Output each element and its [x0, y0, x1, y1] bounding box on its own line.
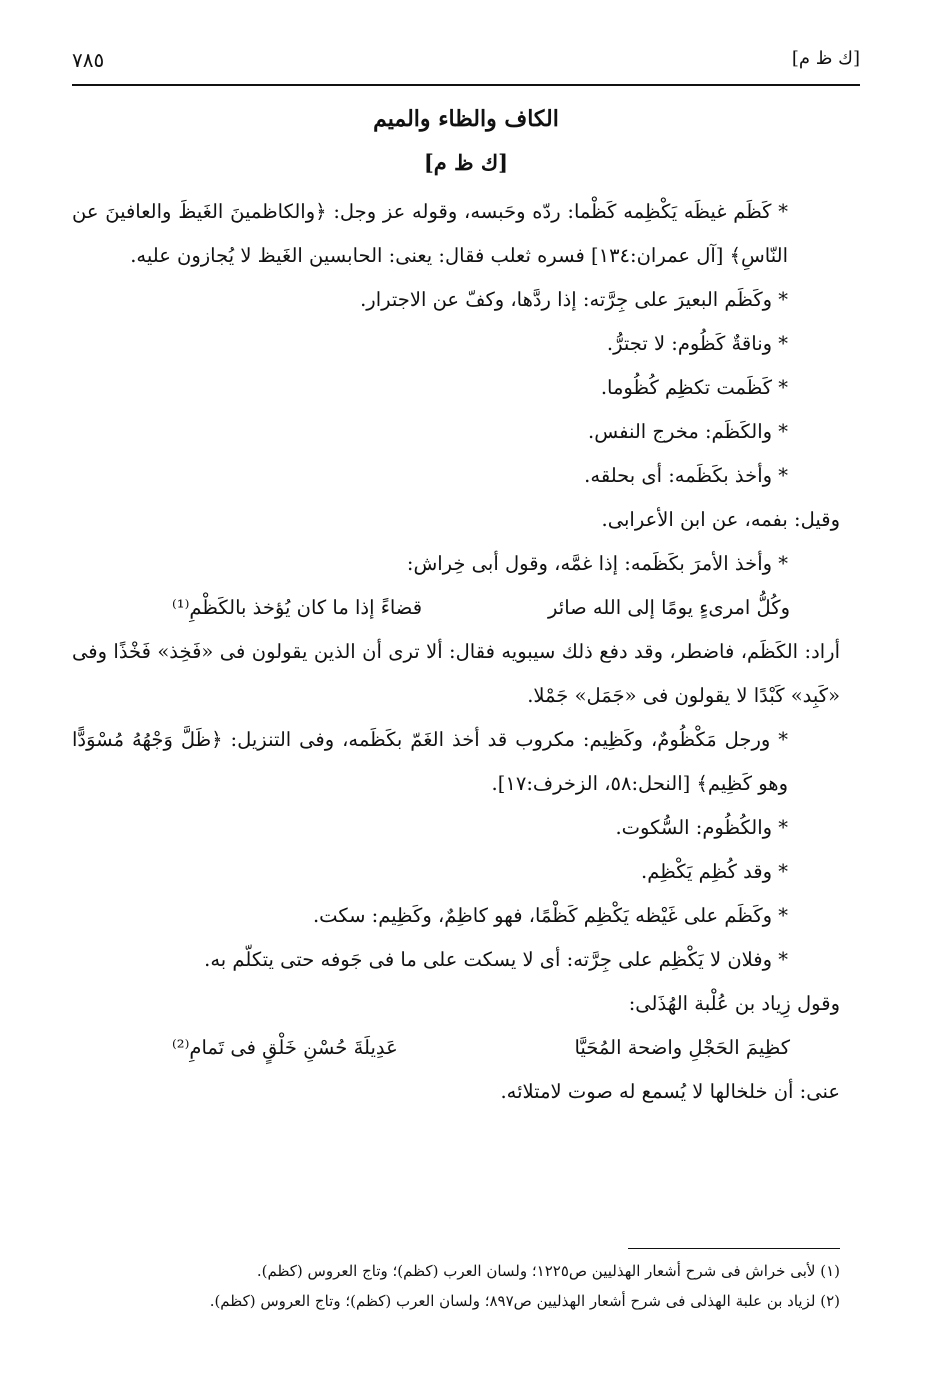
paragraph: * وفلان لا يَكْظِم على جِرَّته: أى لا يسكت على ما فى جَوفه حتى يتكلّم به.	[204, 948, 788, 971]
verse-second-hemistich: عَدِيلَةَ حُسْنِ خَلْقٍ فى تَمامِ⁽²⁾	[172, 1036, 398, 1059]
paragraph: * وأخذ الأمرَ بكَظَمه: إذا غمَّه، وقول أبى خِراش:	[406, 552, 788, 575]
poem-verse	[72, 586, 840, 630]
paragraph: * كَظَمت تكظِم كُظُوما.	[600, 376, 788, 399]
paragraph: * والكَظَم: مخرج النفس.	[588, 420, 788, 443]
footnotes	[72, 1256, 840, 1316]
page-number: ٧٨٥	[72, 48, 105, 72]
paragraph: وقول زِياد بن عُلْبة الهُذَلى:	[628, 992, 840, 1015]
footnote-rule	[628, 1248, 840, 1249]
paragraph: عنى: أن خلخالها لا يُسمع له صوت لامتلائه.	[500, 1080, 840, 1103]
paragraph: * وأخذ بكَظَمه: أى بحلقه.	[584, 464, 788, 487]
running-header	[72, 48, 860, 78]
header-rule	[72, 84, 860, 86]
paragraph: أراد: الكَظَم، فاضطر، وقد دفع ذلك سيبويه فقال: ألا ترى أن الذين يقولون فى «فَخِذ» فَخْذًا وفى «كَبِد» كَبْدًا لا يقولون فى «جَمَل» جَمْلا.	[72, 640, 840, 707]
verse-first-hemistich: وكُلُّ امرىءٍ يومًا إلى الله صائر	[548, 596, 790, 619]
paragraph: * وكَظَم على غَيْظه يَكْظِم كَظْمًا، فهو كاظِمٌ، وكَظِيم: سكت.	[312, 904, 788, 927]
paragraph: * وقد كُظِم يَكْظِم.	[641, 860, 788, 883]
verse-first-hemistich: كظِيمَ الحَجْلِ واضحة المُحَيَّا	[574, 1036, 790, 1059]
paragraph: * وناقةٌ كَظُوم: لا تجترُّ.	[606, 332, 788, 355]
footnote: (١) لأبى خراش فى شرح أشعار الهذليين ص١٢٢٥؛ ولسان العرب (كظم)؛ وتاج العروس (كظم).	[256, 1262, 840, 1280]
paragraph: * ورجل مَكْظُومٌ، وكَظِيم: مكروب قد أخذ الغَمّ بكَظَمه، وفى التنزيل: ﴿ظَلَّ وَجْهُهُ مُسْوَدًّا وهو كَظِيم﴾ [النحل:٥٨، الزخرف:١٧].	[72, 728, 788, 795]
running-title: [ك ظ م]	[791, 48, 860, 69]
paragraph: * كَظَم غيظَه يَكْظِمه كَظْما: ردّه وحَبسه، وقوله عز وجل: ﴿والكاظمينَ الغَيظَ والعافينَ عن النّاسِ﴾ [آل عمران:١٣٤] فسره ثعلب فقال: يعنى: الحابسين الغَيظ لا يُجازون عليه.	[72, 200, 788, 267]
paragraph: وقيل: بفمه، عن ابن الأعرابى.	[601, 508, 840, 531]
paragraph: * وكَظَم البعيرَ على جِرَّته: إذا ردَّها، وكفّ عن الاجترار.	[360, 288, 788, 311]
footnote: (٢) لزياد بن علبة الهذلى فى شرح أشعار الهذليين ص٨٩٧؛ ولسان العرب (كظم)؛ وتاج العروس (كظم).	[209, 1292, 840, 1310]
entry-body	[72, 190, 840, 1114]
root-title: [ك ظ م]	[423, 150, 509, 175]
poem-verse	[72, 1026, 840, 1070]
verse-second-hemistich: قضاءً إذا ما كان يُؤخذ بالكَظْمِ⁽¹⁾	[172, 596, 423, 619]
paragraph: * والكُظُوم: السُّكوت.	[615, 816, 788, 839]
section-title: الكاف والظاء والميم	[373, 106, 559, 132]
